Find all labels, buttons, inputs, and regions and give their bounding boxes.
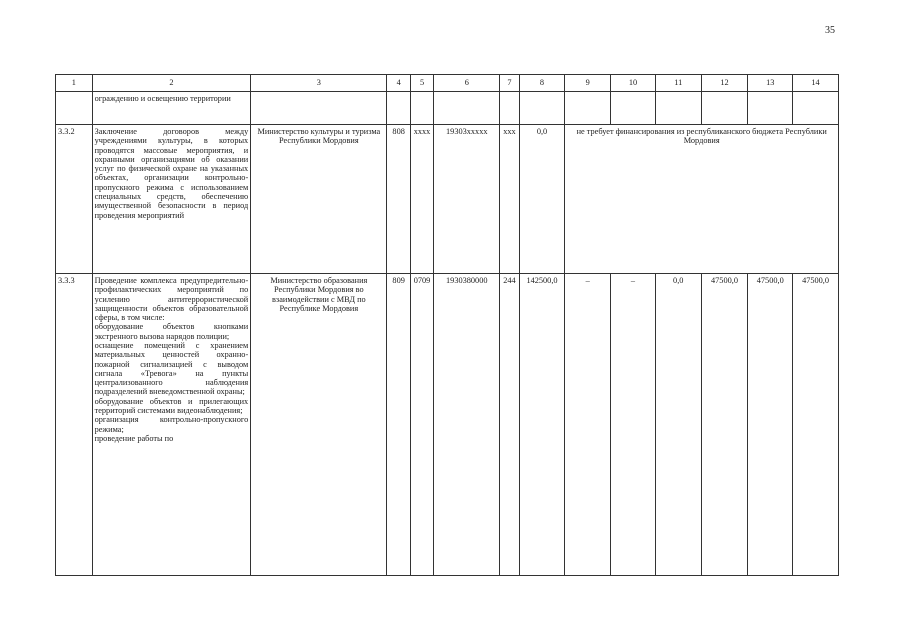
header-cell-7: 7 xyxy=(500,75,519,92)
header-cell-5: 5 xyxy=(410,75,433,92)
cell-executor: Министерство культуры и туризма Республики Мордовия xyxy=(251,125,387,274)
table-row-3-3-2 xyxy=(56,125,839,274)
header-cell-14: 14 xyxy=(793,75,839,92)
description-line: оборудование объектов и прилегающих территорий системами видеонаблюдения; xyxy=(94,396,249,415)
cell-col6: 19303xxxxx xyxy=(434,125,500,274)
header-cell-3: 3 xyxy=(251,75,387,92)
cell-col5: xxxx xyxy=(410,125,433,274)
header-cell-13: 13 xyxy=(748,75,793,92)
page-number: 35 xyxy=(825,25,835,36)
header-cell-12: 12 xyxy=(701,75,748,92)
cell-col9: – xyxy=(565,274,611,576)
description-line: организация контрольно-пропускного режима; xyxy=(94,415,249,434)
cell-num: 3.3.3 xyxy=(56,274,93,576)
description-line: Проведение комплекса предупредительно-профилактических мероприятий по усилению антитеррористической защищенности объектов образовательной сферы, в том числе: xyxy=(94,276,249,323)
cell-description xyxy=(92,274,251,576)
program-activities-table xyxy=(55,74,839,576)
cell-col5: 0709 xyxy=(410,274,433,576)
cell-col6: 1930380000 xyxy=(434,274,500,576)
header-cell-11: 11 xyxy=(655,75,701,92)
header-cell-8: 8 xyxy=(519,75,565,92)
cell-col8: 0,0 xyxy=(519,125,565,274)
cell-executor: Министерство образования Республики Мордовия во взаимодействии с МВД по Республике Мордовия xyxy=(251,274,387,576)
cell-num: 3.3.2 xyxy=(56,125,93,274)
header-row xyxy=(56,75,839,92)
cell-col10: – xyxy=(611,274,656,576)
cell-col7: 244 xyxy=(500,274,519,576)
header-cell-1: 1 xyxy=(56,75,93,92)
cell-col4: 808 xyxy=(387,125,410,274)
cell-col13: 47500,0 xyxy=(748,274,793,576)
description-line: оборудование объектов кнопками экстренного вызова нарядов полиции; xyxy=(94,322,249,341)
header-cell-2: 2 xyxy=(92,75,251,92)
cell-no-funding-note: не требует финансирования из республиканского бюджета Республики Мордовия xyxy=(565,125,839,274)
cell-description: Заключение договоров между учреждениями культуры, в которых проводятся массовые мероприятия, и охранными организациями об оказании услуг по физической охране на указанных объектах, организации контрольно-пропускного режима с использованием специальных средств, обеспечению имущественной безопасности в период проведения мероприятий xyxy=(92,125,251,274)
cell-col12: 47500,0 xyxy=(701,274,748,576)
header-cell-10: 10 xyxy=(611,75,656,92)
cell-col14: 47500,0 xyxy=(793,274,839,576)
cell-col4: 809 xyxy=(387,274,410,576)
cell-executor xyxy=(251,92,387,125)
header-cell-6: 6 xyxy=(434,75,500,92)
table-row-3-3-3 xyxy=(56,274,839,576)
cell-description: ограждению и освещению территории xyxy=(92,92,251,125)
cell-num xyxy=(56,92,93,125)
table-row-continuation xyxy=(56,92,839,125)
header-cell-4: 4 xyxy=(387,75,410,92)
description-line: проведение работы по xyxy=(94,433,174,443)
cell-col7: xxx xyxy=(500,125,519,274)
cell-col11: 0,0 xyxy=(655,274,701,576)
header-cell-9: 9 xyxy=(565,75,611,92)
description-line: оснащение помещений с хранением материальных ценностей охранно-пожарной сигнализацией с выводом сигнала «Тревога» на пункты централизованного наблюдения подразделений вневедомственной охраны; xyxy=(94,340,249,397)
cell-col8: 142500,0 xyxy=(519,274,565,576)
